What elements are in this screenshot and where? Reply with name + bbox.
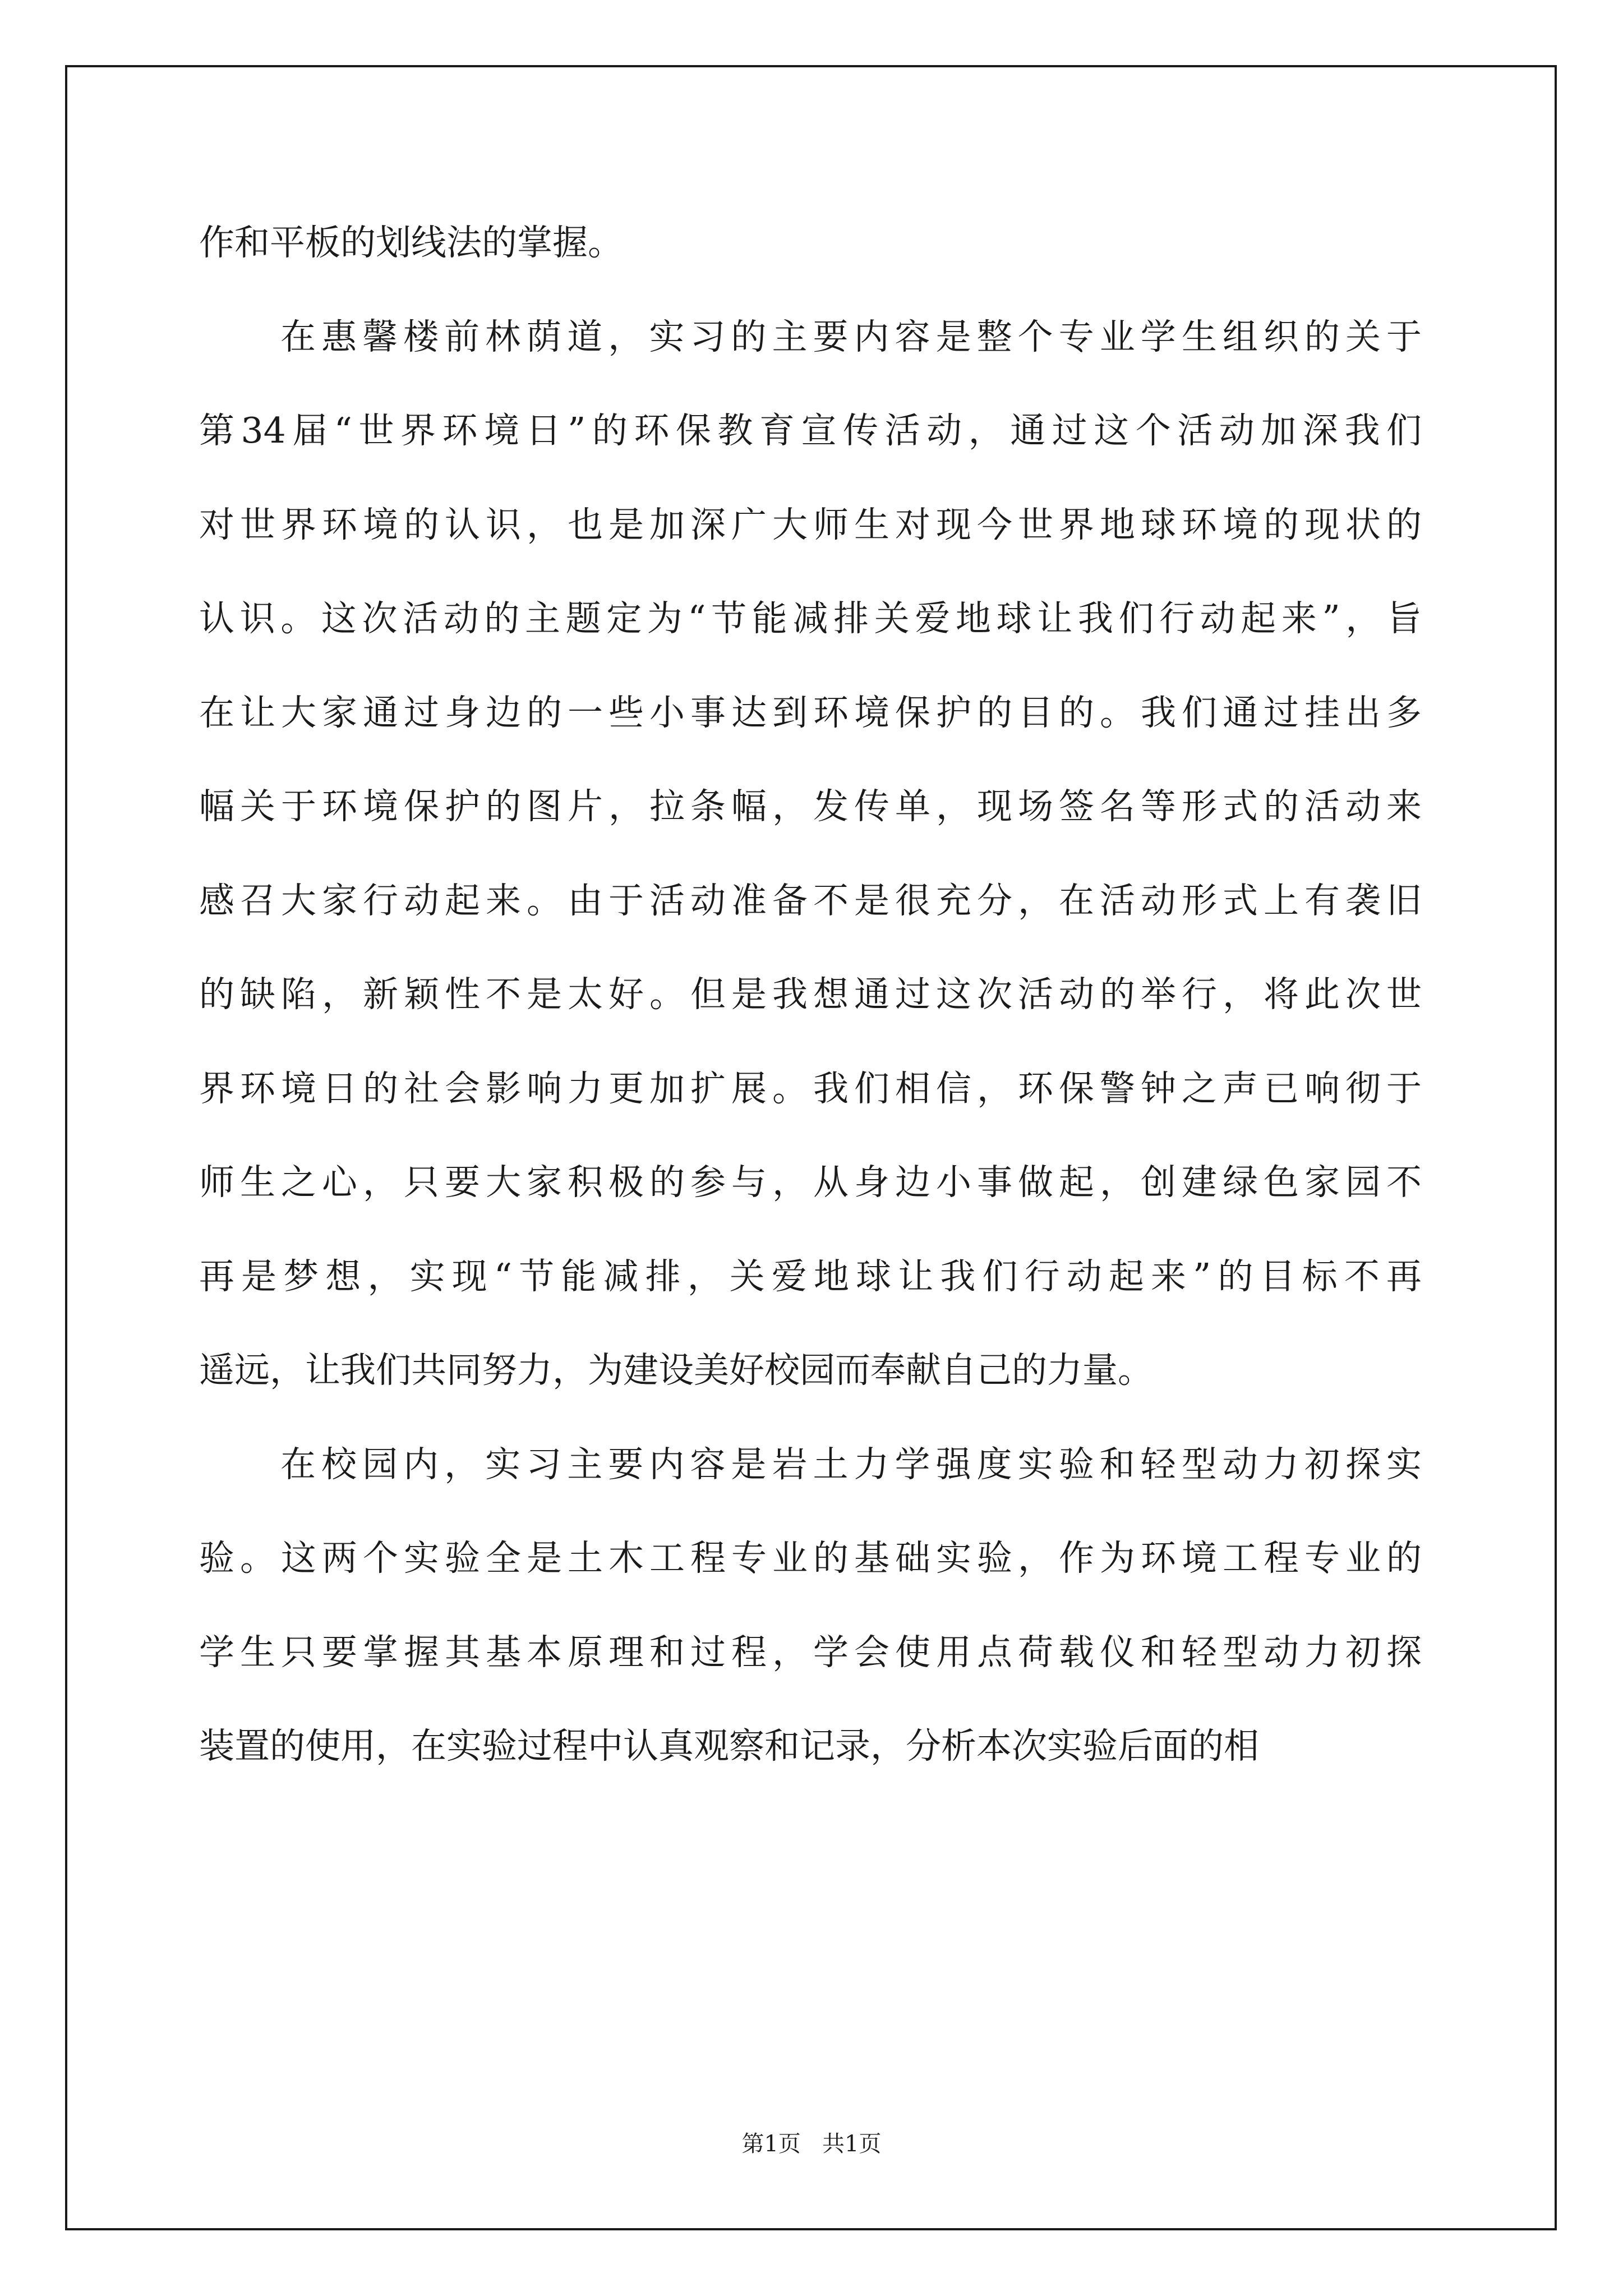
- page-footer: 第1页 共1页: [741, 2131, 882, 2157]
- paragraph-line: 在让大家通过身边的一些小事达到环境保护的目的。我们通过挂出多: [199, 692, 1422, 733]
- paragraph-line: 师生之心，只要大家积极的参与，从身边小事做起，创建绿色家园不: [199, 1162, 1422, 1203]
- paragraph-line: 遥远，让我们共同努力，为建设美好校园而奉献自己的力量。: [199, 1350, 1153, 1391]
- paragraph-line: 界环境日的社会影响力更加扩展。我们相信，环保警钟之声已响彻于: [199, 1068, 1422, 1109]
- paragraph-line: 幅关于环境保护的图片，拉条幅，发传单，现场签名等形式的活动来: [199, 786, 1422, 827]
- paragraph-line: 认识。这次活动的主题定为“节能减排关爱地球让我们行动起来”，旨: [199, 598, 1422, 639]
- paragraph-line: 的缺陷，新颖性不是太好。但是我想通过这次活动的举行，将此次世: [199, 974, 1422, 1015]
- paragraph-line: 第34届“世界环境日”的环保教育宣传活动，通过这个活动加深我们: [199, 410, 1422, 451]
- paragraph-line: 作和平板的划线法的掌握。: [199, 222, 623, 263]
- paragraph-line: 感召大家行动起来。由于活动准备不是很充分，在活动形式上有袭旧: [199, 880, 1422, 921]
- paragraph-line: 再是梦想，实现“节能减排，关爱地球让我们行动起来”的目标不再: [199, 1255, 1422, 1297]
- paragraph-line: 在校园内，实习主要内容是岩土力学强度实验和轻型动力初探实: [280, 1443, 1422, 1485]
- document-body: [199, 208, 1422, 1805]
- paragraph-line: 验。这两个实验全是土木工程专业的基础实验，作为环境工程专业的: [199, 1538, 1422, 1579]
- paragraph-line: 学生只要掌握其基本原理和过程，学会使用点荷载仪和轻型动力初探: [199, 1631, 1422, 1673]
- paragraph-line: 对世界环境的认识，也是加深广大师生对现今世界地球环境的现状的: [199, 504, 1422, 545]
- paragraph-line: 在惠馨楼前林荫道，实习的主要内容是整个专业学生组织的关于: [280, 316, 1422, 357]
- paragraph-line: 装置的使用，在实验过程中认真观察和记录，分析本次实验后面的相: [199, 1726, 1259, 1766]
